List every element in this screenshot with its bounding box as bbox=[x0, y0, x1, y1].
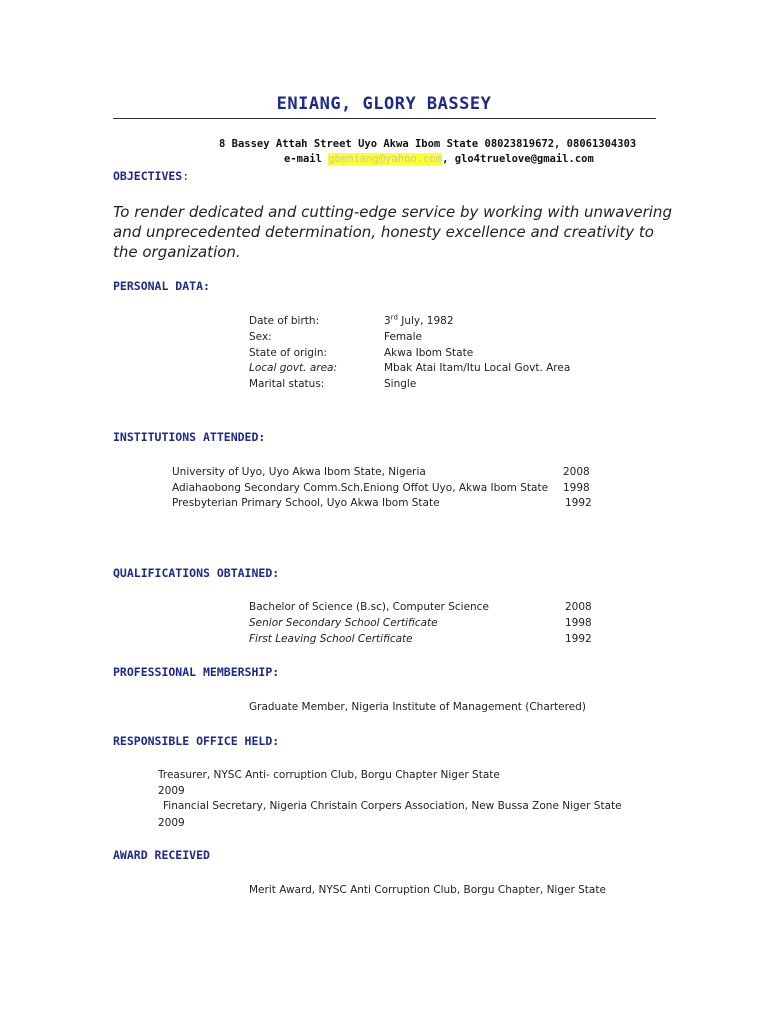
personal-value-lga: Mbak Atai Itam/Itu Local Govt. Area bbox=[384, 362, 571, 374]
personal-value-dob bbox=[384, 315, 454, 327]
institution-year: 1998 bbox=[563, 482, 590, 494]
qualification-name: First Leaving School Certificate bbox=[249, 633, 413, 645]
email-label: e-mail bbox=[284, 153, 322, 165]
objectives-heading-text: OBJECTIVES bbox=[113, 169, 183, 183]
qualification-year: 1998 bbox=[565, 617, 592, 629]
personal-data-heading: PERSONAL DATA: bbox=[113, 279, 210, 293]
qualification-name: Senior Secondary School Certificate bbox=[249, 617, 438, 629]
personal-label-dob: Date of birth: bbox=[249, 315, 320, 327]
objectives-text: To render dedicated and cutting-edge service by working with unwavering and unprecedented determination, honesty excellence and creativity to the organization. bbox=[113, 203, 672, 261]
personal-label-marital: Marital status: bbox=[249, 378, 325, 390]
personal-value-marital: Single bbox=[384, 378, 417, 390]
personal-value-origin: Akwa Ibom State bbox=[384, 347, 474, 359]
awards-heading: AWARD RECEIVED bbox=[113, 848, 210, 862]
institution-year: 2008 bbox=[563, 466, 590, 478]
applicant-name: ENIANG, GLORY BASSEY bbox=[276, 94, 492, 114]
email-secondary[interactable]: glo4truelove@gmail.com bbox=[454, 153, 594, 165]
institution-name: University of Uyo, Uyo Akwa Ibom State, Nigeria bbox=[172, 466, 426, 478]
institutions-heading: INSTITUTIONS ATTENDED: bbox=[113, 430, 266, 444]
objectives-heading-colon: : bbox=[182, 169, 190, 183]
objectives-heading bbox=[113, 169, 189, 183]
address-line: 8 Bassey Attah Street Uyo Akwa Ibom State 08023819672, 08061304303 bbox=[219, 138, 637, 150]
membership-text: Graduate Member, Nigeria Institute of Management (Chartered) bbox=[249, 701, 586, 713]
office-year: 2009 bbox=[158, 785, 185, 797]
personal-label-sex: Sex: bbox=[249, 331, 272, 343]
email-line bbox=[284, 153, 594, 165]
personal-value-sex: Female bbox=[384, 331, 422, 343]
email-separator: , bbox=[442, 153, 449, 165]
institution-name: Adiahaobong Secondary Comm.Sch.Eniong Offot Uyo, Akwa Ibom State bbox=[172, 482, 549, 494]
qualifications-heading: QUALIFICATIONS OBTAINED: bbox=[113, 566, 280, 580]
qualification-name: Bachelor of Science (B.sc), Computer Science bbox=[249, 601, 489, 613]
dob-ordinal: rd bbox=[390, 313, 398, 322]
office-year: 2009 bbox=[158, 817, 185, 829]
email-primary-link[interactable]: gbeniang@yahoo.com bbox=[328, 153, 443, 165]
office-title: Treasurer, NYSC Anti- corruption Club, Borgu Chapter Niger State bbox=[158, 769, 500, 781]
qualification-year: 1992 bbox=[565, 633, 592, 645]
institution-year: 1992 bbox=[565, 497, 592, 509]
institution-name: Presbyterian Primary School, Uyo Akwa Ibom State bbox=[172, 497, 440, 509]
qualification-year: 2008 bbox=[565, 601, 592, 613]
membership-heading: PROFESSIONAL MEMBERSHIP: bbox=[113, 665, 280, 679]
dob-rest: July, 1982 bbox=[397, 315, 454, 327]
office-title: Financial Secretary, Nigeria Christain Corpers Association, New Bussa Zone Niger State bbox=[163, 800, 622, 812]
personal-label-origin: State of origin: bbox=[249, 347, 328, 359]
header-divider bbox=[113, 118, 656, 119]
award-text: Merit Award, NYSC Anti Corruption Club, Borgu Chapter, Niger State bbox=[249, 884, 606, 896]
dob-day: 3 bbox=[384, 315, 391, 327]
personal-label-lga: Local govt. area: bbox=[249, 362, 338, 374]
offices-heading: RESPONSIBLE OFFICE HELD: bbox=[113, 734, 280, 748]
